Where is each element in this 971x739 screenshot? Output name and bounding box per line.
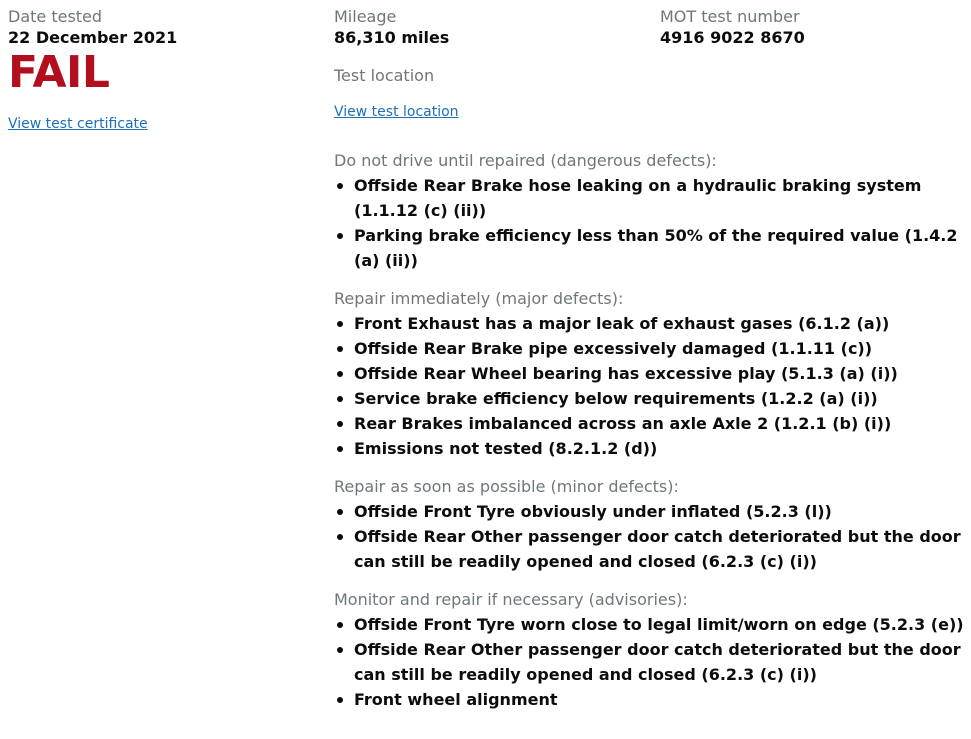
defect-item: Offside Rear Brake pipe excessively damaged (1.1.11 (c)) (334, 336, 964, 361)
mot-number-value: 4916 9022 8670 (660, 28, 805, 47)
defect-list (334, 311, 964, 461)
mileage-label: Mileage (334, 7, 397, 26)
date-tested-label: Date tested (8, 7, 103, 26)
date-tested-value: 22 December 2021 (8, 28, 178, 47)
defect-list (334, 173, 964, 273)
defect-item: Offside Rear Other passenger door catch deteriorated but the door can still be readily opened and closed (6.2.3 (c) (i)) (334, 637, 964, 687)
defect-item: Emissions not tested (8.2.1.2 (d)) (334, 436, 964, 461)
defect-item: Offside Front Tyre worn close to legal limit/worn on edge (5.2.3 (e)) (334, 612, 964, 637)
defect-item: Front wheel alignment (334, 687, 964, 712)
defect-group-dangerous (334, 151, 964, 273)
defect-item: Offside Front Tyre obviously under inflated (5.2.3 (l)) (334, 499, 964, 524)
defect-group-heading: Do not drive until repaired (dangerous defects): (334, 151, 717, 170)
defect-item: Rear Brakes imbalanced across an axle Axle 2 (1.2.1 (b) (i)) (334, 411, 964, 436)
test-details-column (334, 7, 964, 728)
defect-list (334, 612, 964, 712)
view-certificate-link[interactable]: View test certificate (8, 116, 148, 132)
defect-group-heading: Repair immediately (major defects): (334, 289, 624, 308)
mot-number-column (660, 7, 960, 49)
test-summary-column (8, 7, 308, 133)
mileage-value: 86,310 miles (334, 28, 450, 47)
defect-item: Parking brake efficiency less than 50% of the required value (1.4.2 (a) (ii)) (334, 223, 964, 273)
defect-group-advisories (334, 590, 964, 712)
test-location-label: Test location (334, 66, 435, 85)
test-result: FAIL (8, 47, 110, 98)
defect-item: Service brake efficiency below requirements (1.2.2 (a) (i)) (334, 386, 964, 411)
defect-group-major (334, 289, 964, 461)
defect-item: Offside Rear Other passenger door catch deteriorated but the door can still be readily opened and closed (6.2.3 (c) (i)) (334, 524, 964, 574)
defect-group-heading: Repair as soon as possible (minor defects): (334, 477, 679, 496)
defect-group-minor (334, 477, 964, 574)
defect-item: Front Exhaust has a major leak of exhaust gases (6.1.2 (a)) (334, 311, 964, 336)
defects-section (334, 151, 964, 712)
defect-item: Offside Rear Wheel bearing has excessive play (5.1.3 (a) (i)) (334, 361, 964, 386)
defect-list (334, 499, 964, 574)
defect-item: Offside Rear Brake hose leaking on a hydraulic braking system (1.1.12 (c) (ii)) (334, 173, 964, 223)
view-test-location-link[interactable]: View test location (334, 104, 459, 120)
defect-group-heading: Monitor and repair if necessary (advisories): (334, 590, 688, 609)
mot-number-label: MOT test number (660, 7, 800, 26)
